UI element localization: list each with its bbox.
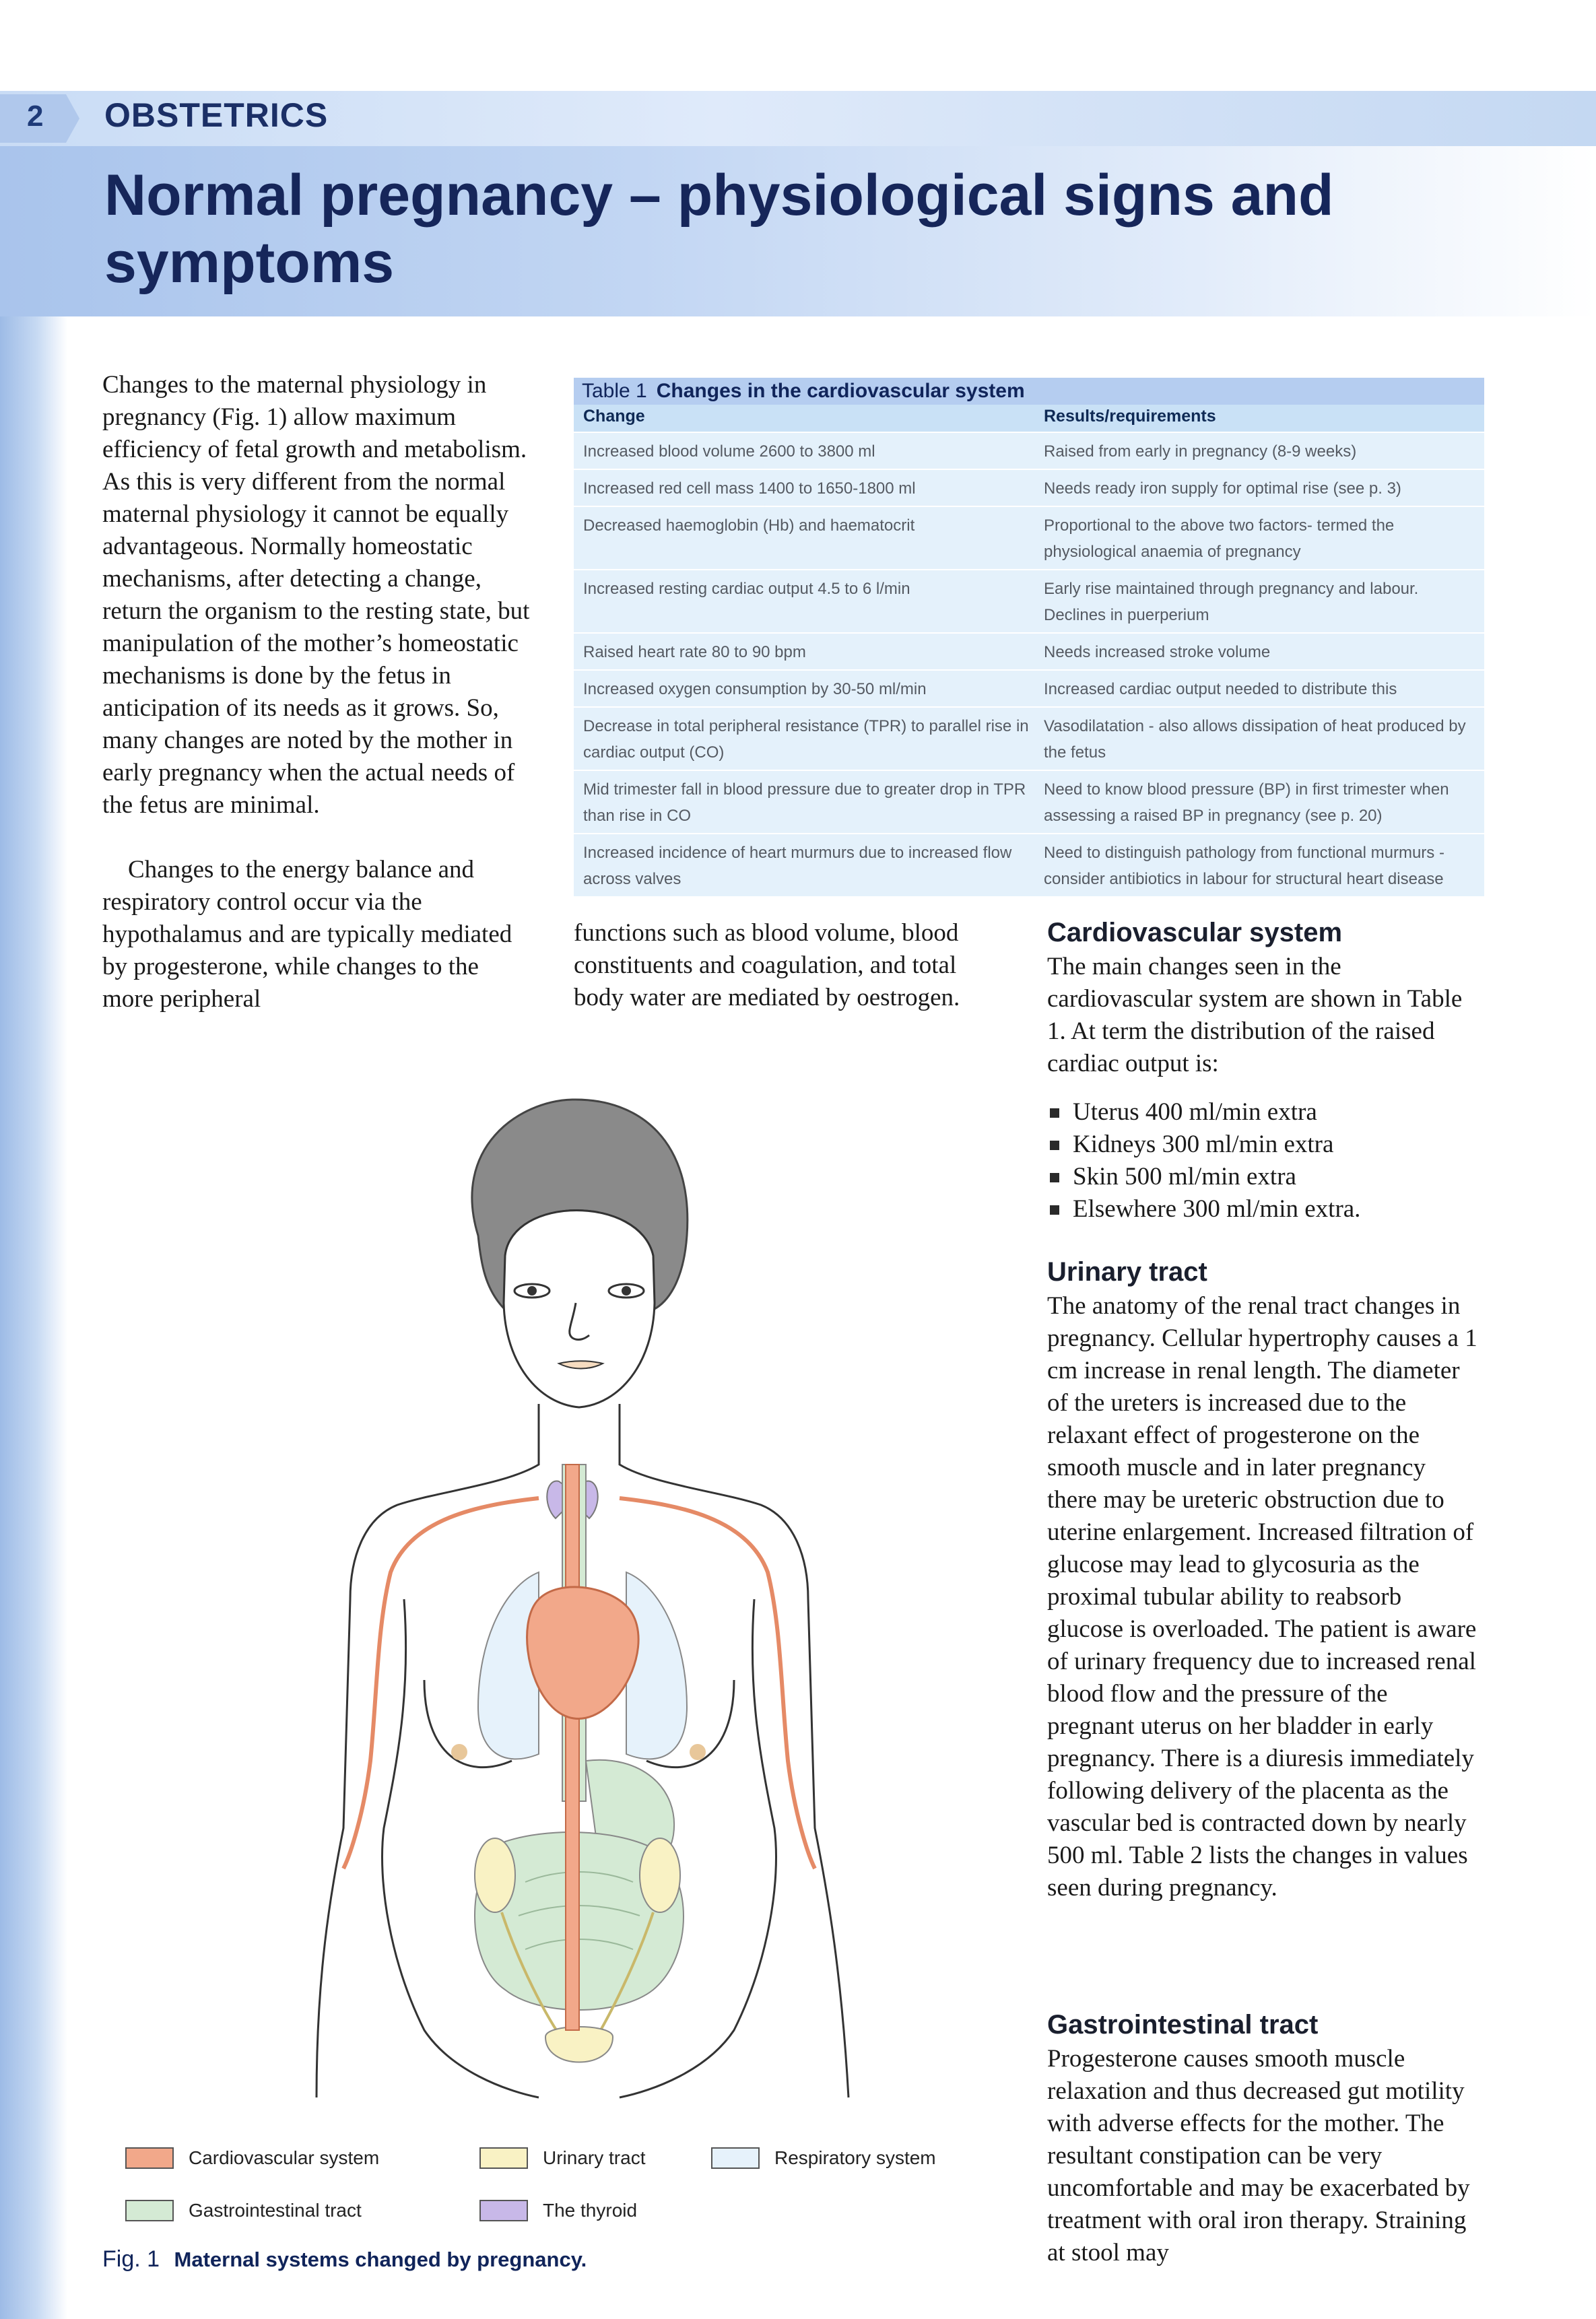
figure-title: Maternal systems changed by pregnancy.: [174, 2248, 587, 2271]
legend-label: Respiratory system: [774, 2147, 936, 2168]
swatch-thyroid: [479, 2200, 528, 2221]
table-cell-result: Vasodilatation - also allows dissipation of heat produced by the fetus: [1044, 717, 1466, 762]
page-title: Normal pregnancy – physiological signs and symptoms: [104, 163, 1334, 295]
bullet-icon: [1050, 1173, 1059, 1182]
legend-cardiovascular: [125, 2147, 379, 2169]
table-cell-result: Raised from early in pregnancy (8-9 weeks): [1044, 442, 1357, 461]
table-cell-change: Increased oxygen consumption by 30-50 ml/min: [583, 680, 927, 698]
table-cell-result: Increased cardiac output needed to distribute this: [1044, 680, 1397, 698]
aorta: [566, 1465, 579, 2030]
table-row: [574, 570, 1484, 634]
legend-label: Cardiovascular system: [189, 2147, 380, 2168]
table-cell-result: Needs increased stroke volume: [1044, 643, 1271, 661]
table-row: [574, 708, 1484, 771]
oestrogen-paragraph: functions such as blood volume, blood constituents and coagulation, and total body water are mediated by oestrogen.: [574, 919, 960, 1011]
face: [504, 1211, 655, 1408]
table-header-row: [574, 405, 1484, 433]
table-cell-change: Decreased haemoglobin (Hb) and haematocrit: [583, 516, 915, 535]
table-caption: [574, 378, 1484, 405]
right-kidney: [640, 1838, 680, 1912]
cardiac-output-list: [1047, 1096, 1478, 1225]
legend-respiratory: [711, 2147, 936, 2169]
table-row: [574, 433, 1484, 470]
bullet-icon: [1050, 1205, 1059, 1215]
urinary-paragraph: The anatomy of the renal tract changes in pregnancy. Cellular hypertrophy causes a 1 cm increase in renal length. The diameter of the ureters is increased due to the relaxant effect of progesterone on the smooth muscle and in later pregnancy there may be ureteric obstruction due to uterine enlargement. Increased filtration of glucose may lead to glycosuria as the proximal tubular ability to reabsorb glucose is overloaded. The patient is aware of urinary frequency due to increased renal blood flow and the pressure of the pregnant uterus on her bladder in early pregnancy. There is a diuresis immediately following delivery of the placenta as the vascular bed is contracted down by nearly 500 ml. Table 2 lists the changes in values seen during pregnancy.: [1047, 1292, 1477, 1902]
table-title: Changes in the cardiovascular system: [656, 380, 1025, 402]
table-body: [574, 433, 1484, 898]
table-cell-change: Mid trimester fall in blood pressure due to greater drop in TPR than rise in CO: [583, 780, 1026, 825]
table-cell-change: Increased resting cardiac output 4.5 to 6 l/min: [583, 580, 910, 598]
table-cell-result: Need to distinguish pathology from functional murmurs - consider antibiotics in labour for structural heart disease: [1044, 844, 1444, 888]
page-number: 2: [27, 100, 44, 133]
urinary-heading: Urinary tract: [1047, 1257, 1207, 1287]
swatch-urinary: [479, 2147, 528, 2169]
legend-urinary: [479, 2147, 645, 2169]
legend-label: Gastrointestinal tract: [189, 2200, 362, 2221]
cardiovascular-paragraph: The main changes seen in the cardiovascular system are shown in Table 1. At term the distribution of the raised cardiac output is:: [1047, 953, 1463, 1077]
table-cell-change: Raised heart rate 80 to 90 bpm: [583, 643, 806, 661]
table-label: Table 1: [582, 380, 647, 402]
swatch-cardiovascular: [125, 2147, 174, 2169]
list-item: [1047, 1129, 1478, 1161]
legend-thyroid: [479, 2200, 637, 2221]
right-lung: [626, 1572, 687, 1759]
table-row: [574, 671, 1484, 708]
table-cell-result: Early rise maintained through pregnancy and labour. Declines in puerperium: [1044, 580, 1419, 624]
intro-paragraph: Changes to the maternal physiology in pregnancy (Fig. 1) allow maximum efficiency of fetal growth and metabolism. As this is very different from the normal maternal physiology it cannot be equally advantageous. Normally homeostatic mechanisms, after detecting a change, return the organism to the resting state, but manipulation of the mother’s homeostatic mechanisms is done by the fetus in anticipation of its needs as it grows. So, many changes are noted by the mother in early pregnancy when the actual needs of the fetus are minimal.: [102, 371, 530, 819]
gastrointestinal-heading: Gastrointestinal tract: [1047, 2010, 1319, 2040]
cardiovascular-heading: Cardiovascular system: [1047, 918, 1343, 947]
table-row: [574, 771, 1484, 834]
column-header-results: Results/requirements: [1044, 406, 1216, 426]
gastrointestinal-paragraph: Progesterone causes smooth muscle relaxation and thus decreased gut motility with adverse effects for the mother. The resultant constipation can be very uncomfortable and may be exacerbated by treatment with oral iron therapy. Straining at stool may: [1047, 2045, 1470, 2266]
column-header-change: Change: [583, 406, 645, 426]
chapter-title: OBSTETRICS: [104, 96, 329, 134]
list-item-text: Kidneys 300 ml/min extra: [1073, 1131, 1334, 1158]
legend-label: The thyroid: [543, 2200, 638, 2221]
legend-label: Urinary tract: [543, 2147, 646, 2168]
table-cell-change: Increased incidence of heart murmurs due to increased flow across valves: [583, 844, 1012, 888]
table-row: [574, 507, 1484, 570]
table-row: [574, 834, 1484, 898]
left-margin-strip: [0, 316, 67, 2319]
table-cell-change: Decrease in total peripheral resistance (TPR) to parallel rise in cardiac output (CO): [583, 717, 1029, 762]
legend-gastrointestinal: [125, 2200, 362, 2221]
table-row: [574, 634, 1484, 671]
list-item-text: Skin 500 ml/min extra: [1073, 1163, 1296, 1190]
list-item: [1047, 1161, 1478, 1193]
list-item: [1047, 1193, 1478, 1225]
table-cell-result: Needs ready iron supply for optimal rise (see p. 3): [1044, 479, 1401, 498]
table-row: [574, 470, 1484, 507]
table-cell-change: Increased red cell mass 1400 to 1650-1800 ml: [583, 479, 916, 498]
figure-caption: [102, 2246, 587, 2273]
cardiovascular-table: [574, 378, 1484, 898]
figure-label: Fig. 1: [102, 2246, 160, 2272]
table-cell-change: Increased blood volume 2600 to 3800 ml: [583, 442, 875, 461]
bladder: [545, 2027, 613, 2062]
table-cell-result: Need to know blood pressure (BP) in first trimester when assessing a raised BP in pregnancy (see p. 20): [1044, 780, 1449, 825]
intro-paragraph-2: Changes to the energy balance and respiratory control occur via the hypothalamus and are typically mediated by progesterone, while changes to the more peripheral: [102, 856, 512, 1013]
heart: [527, 1587, 639, 1719]
bullet-icon: [1050, 1108, 1059, 1118]
maternal-body-illustration: [222, 1087, 963, 2118]
bullet-icon: [1050, 1141, 1059, 1150]
list-item: [1047, 1096, 1478, 1129]
swatch-respiratory: [711, 2147, 760, 2169]
swatch-gastrointestinal: [125, 2200, 174, 2221]
list-item-text: Uterus 400 ml/min extra: [1073, 1098, 1317, 1126]
left-kidney: [475, 1838, 515, 1912]
list-item-text: Elsewhere 300 ml/min extra.: [1073, 1195, 1361, 1223]
table-cell-result: Proportional to the above two factors- termed the physiological anaemia of pregnancy: [1044, 516, 1395, 561]
